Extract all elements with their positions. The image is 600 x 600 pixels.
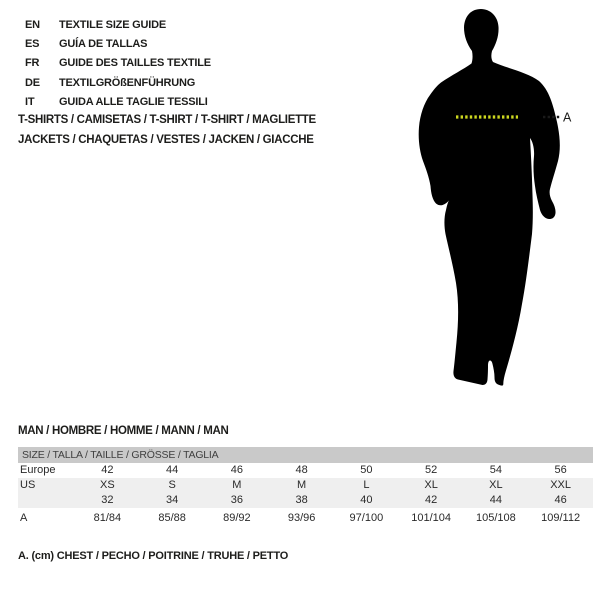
size-value: 44 [489, 494, 502, 506]
language-row-es [25, 34, 211, 53]
man-silhouette-path [419, 9, 560, 386]
size-value: 44 [166, 464, 179, 476]
size-value: 42 [101, 464, 114, 476]
language-code: EN [25, 18, 40, 31]
language-list [25, 15, 211, 112]
size-value: S [168, 479, 176, 491]
category-line-tshirts: T-SHIRTS / CAMISETAS / T-SHIRT / T-SHIRT / MAGLIETTE [18, 114, 316, 126]
language-code: FR [25, 57, 40, 70]
size-value: 81/84 [93, 512, 122, 524]
language-code: ES [25, 38, 40, 51]
size-value: 40 [360, 494, 373, 506]
size-value: 52 [425, 464, 438, 476]
language-text: GUIDE DES TAILLES TEXTILE [59, 57, 211, 70]
language-row-fr [25, 54, 211, 73]
size-value: XS [100, 479, 115, 491]
size-value: 105/108 [475, 512, 516, 524]
size-value: L [363, 479, 370, 491]
size-value: 46 [554, 494, 567, 506]
size-value: 34 [166, 494, 179, 506]
chest-measure-label: A [563, 110, 572, 125]
size-value: XL [424, 479, 438, 491]
man-silhouette-figure [400, 5, 575, 390]
table-row-us-numeric [18, 493, 593, 508]
language-code: IT [25, 96, 35, 109]
row-label: US [20, 479, 36, 491]
size-value: 32 [101, 494, 114, 506]
language-text: GUIDA ALLE TAGLIE TESSILI [59, 96, 208, 109]
language-text: GUÍA DE TALLAS [59, 38, 148, 51]
language-text: TEXTILE SIZE GUIDE [59, 18, 167, 31]
language-row-de [25, 73, 211, 92]
language-text: TEXTILGRÖßENFÜHRUNG [59, 76, 196, 89]
category-line-jackets: JACKETS / CHAQUETAS / VESTES / JACKEN / GIACCHE [18, 134, 314, 146]
chest-footnote: A. (cm) CHEST / PECHO / POITRINE / TRUHE / PETTO [18, 550, 289, 562]
category-lines [18, 110, 316, 150]
size-value: 50 [360, 464, 373, 476]
man-silhouette-svg [400, 5, 575, 390]
size-value: M [297, 479, 307, 491]
language-code: DE [25, 76, 40, 89]
row-label: A [20, 512, 28, 524]
section-heading-man: MAN / HOMBRE / HOMME / MANN / MAN [18, 425, 229, 437]
size-value: M [232, 479, 242, 491]
row-label [18, 493, 75, 508]
size-value: 42 [425, 494, 438, 506]
row-label: Europe [20, 464, 56, 476]
size-value: 89/92 [223, 512, 251, 524]
size-value: 93/96 [287, 512, 316, 524]
size-value: 48 [295, 464, 308, 476]
size-value: 85/88 [158, 512, 186, 524]
size-value: 109/112 [541, 512, 581, 524]
size-value: 36 [230, 494, 243, 506]
size-table-header: SIZE / TALLA / TAILLE / GRÖSSE / TAGLIA [18, 447, 593, 463]
size-value: 56 [554, 464, 567, 476]
size-value: 97/100 [349, 512, 384, 524]
table-row-europe [18, 463, 593, 478]
language-row-en [25, 15, 211, 34]
size-value: XXL [550, 479, 572, 491]
size-value: 46 [230, 464, 243, 476]
size-table [18, 447, 593, 527]
size-value: 54 [489, 464, 502, 476]
size-value: XL [489, 479, 503, 491]
size-value: 101/104 [411, 512, 451, 524]
size-value: 38 [295, 494, 308, 506]
table-row-us [18, 478, 593, 493]
table-row-chest-cm [18, 508, 593, 527]
